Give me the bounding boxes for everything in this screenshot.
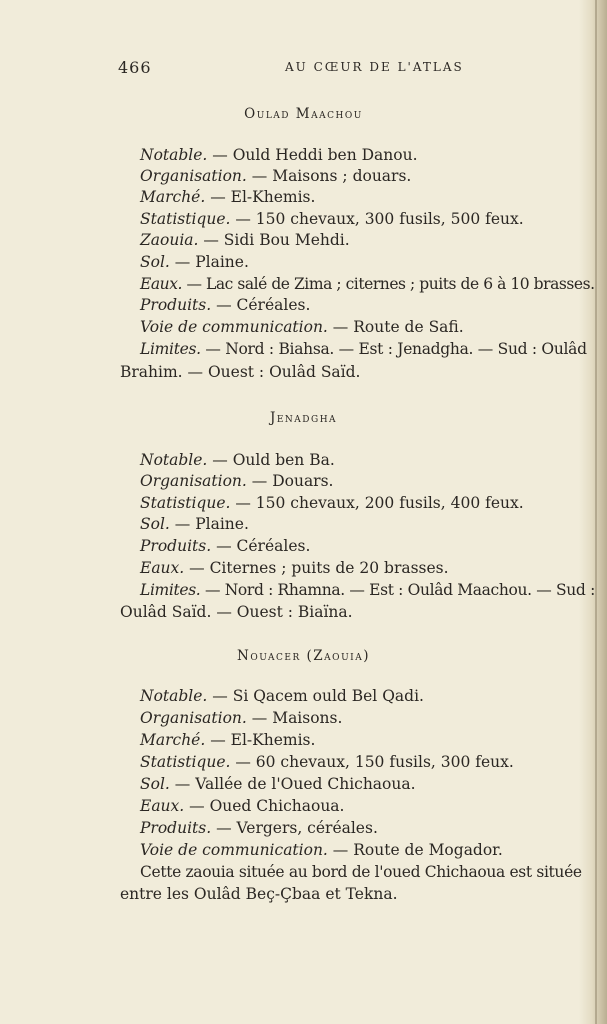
note-line: Cette zaouia située au bord de l'oued Chichaoua est située [140,863,582,881]
entry-line: Notable. — Ould ben Ba. [140,451,335,469]
entry-line: Organisation. — Douars. [140,472,334,490]
entry-line: Sol. — Plaine. [140,515,249,533]
entry-line: Statistique. — 150 chevaux, 300 fusils, 500 feux. [140,210,524,228]
entry-line: Organisation. — Maisons ; douars. [140,167,412,185]
section-title-jenadgha: Jenadgha [269,410,338,426]
note-line: entre les Oulâd Beç-Çbaa et Tekna. [120,885,398,903]
entry-line: Marché. — El-Khemis. [140,188,316,206]
entry-line: Eaux. — Oued Chichaoua. [140,797,345,815]
entry-line: Limites. — Nord : Biahsa. — Est : Jenadgha. — Sud : Oulâd [140,340,587,358]
entry-line: Produits. — Vergers, céréales. [140,819,378,837]
entry-line: Produits. — Céréales. [140,296,311,314]
entry-line: Produits. — Céréales. [140,537,311,555]
entry-line: Notable. — Si Qacem ould Bel Qadi. [140,687,424,705]
entry-line: Limites. — Nord : Rhamna. — Est : Oulâd Maachou. — Sud : [140,581,595,599]
entry-continuation: Oulâd Saïd. — Ouest : Biaïna. [120,603,353,621]
section-title-oulad-maachou: Oulad Maachou [244,106,363,122]
book-spine-shadow [579,0,607,1024]
entry-line: Eaux. — Citernes ; puits de 20 brasses. [140,559,449,577]
entry-line: Sol. — Vallée de l'Oued Chichaoua. [140,775,416,793]
entry-continuation: Brahim. — Ouest : Oulâd Saïd. [120,363,361,381]
running-head: AU CŒUR DE L'ATLAS [285,60,464,74]
entry-line: Statistique. — 60 chevaux, 150 fusils, 300 feux. [140,753,514,771]
entry-line: Organisation. — Maisons. [140,709,343,727]
entry-line: Voie de communication. — Route de Safi. [140,318,464,336]
entry-line: Voie de communication. — Route de Mogador. [140,841,503,859]
page-number: 466 [118,58,152,77]
book-spine-edge [595,0,597,1024]
entry-line: Notable. — Ould Heddi ben Danou. [140,146,418,164]
entry-line: Sol. — Plaine. [140,253,249,271]
entry-line: Eaux. — Lac salé de Zima ; citernes ; puits de 6 à 10 brasses. [140,275,595,293]
entry-line: Statistique. — 150 chevaux, 200 fusils, 400 feux. [140,494,524,512]
entry-line: Zaouia. — Sidi Bou Mehdi. [140,231,350,249]
entry-line: Marché. — El-Khemis. [140,731,316,749]
section-title-nouacer: Nouacer (Zaouia) [237,648,370,664]
